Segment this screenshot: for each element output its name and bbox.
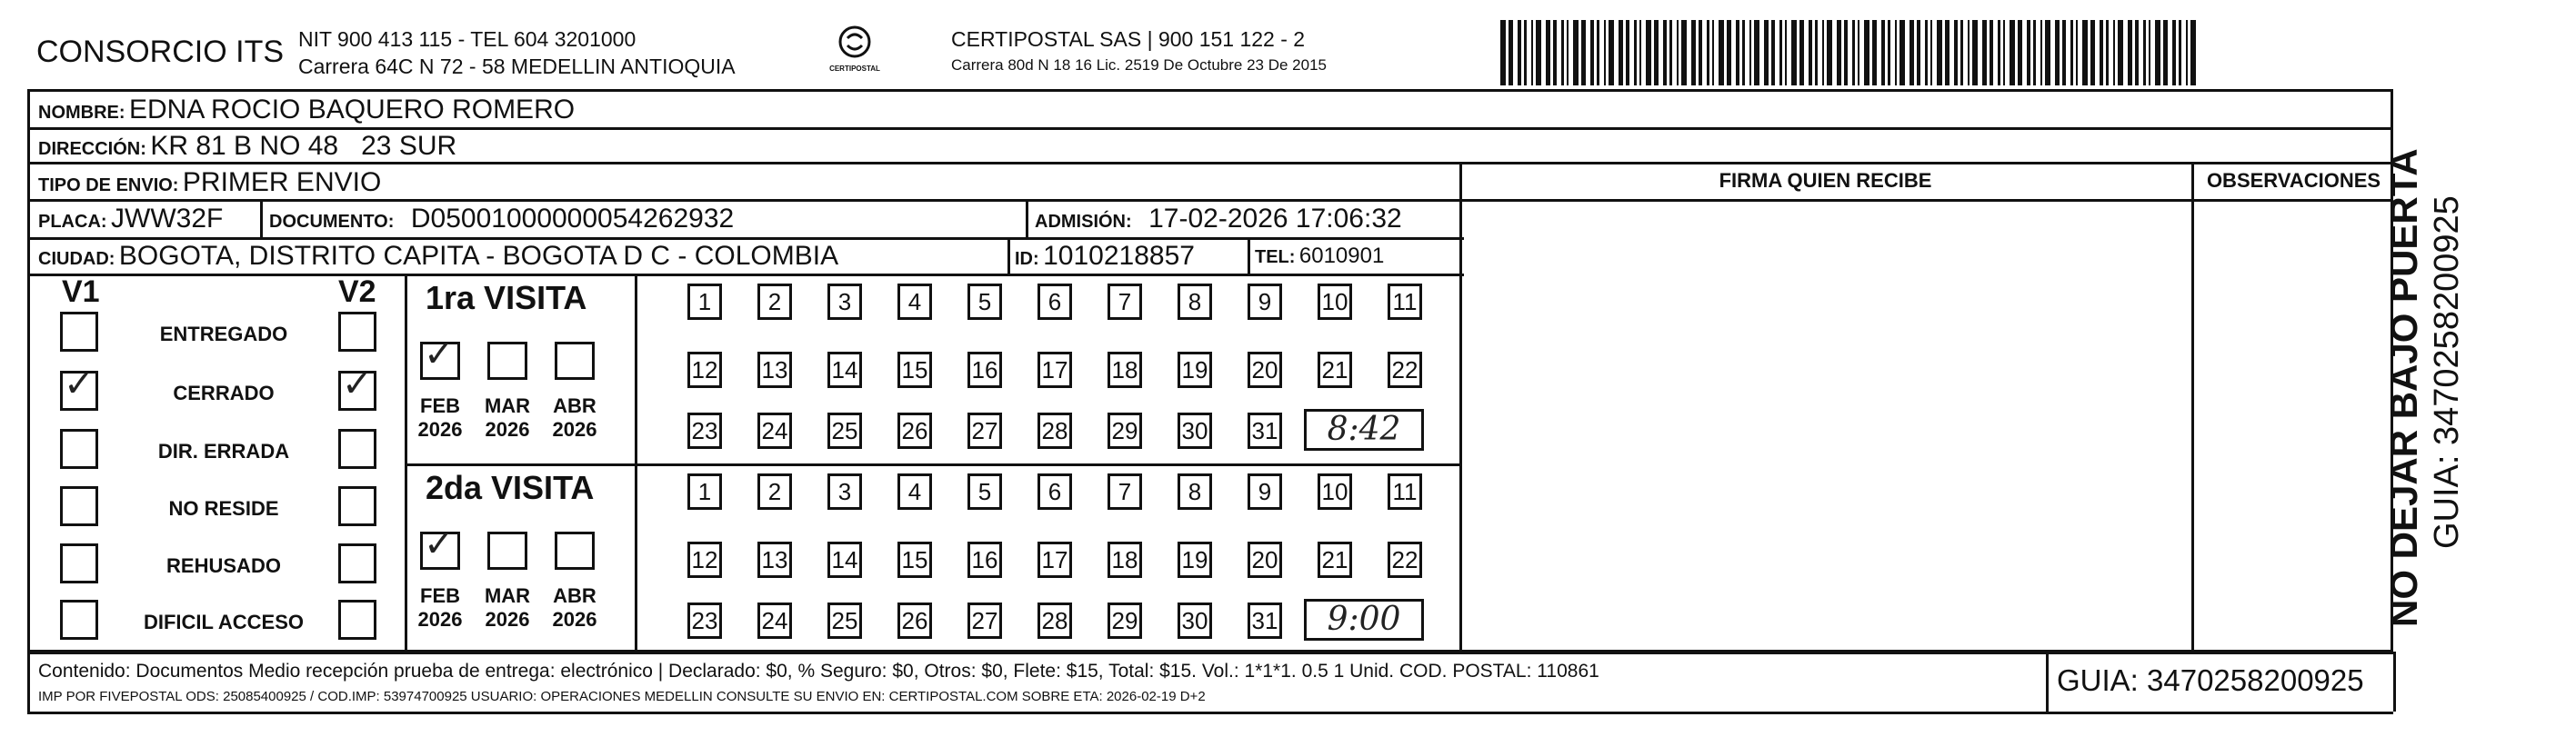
day-box[interactable]: 24 (757, 603, 792, 639)
footer-print-info: IMP POR FIVEPOSTAL ODS: 25085400925 / COD.IMP: 53974700925 USUARIO: OPERACIONES MEDELLIN CONSULTE SU ENVIO EN: CERTIPOSTAL.COM SOBRE ETA: 2026-02-19 D+2 (38, 689, 1206, 704)
day-box[interactable]: 31 (1248, 603, 1282, 639)
month-name: ABR (553, 584, 596, 607)
day-box[interactable]: 25 (827, 603, 862, 639)
name-label: NOMBRE: (38, 103, 125, 123)
status-label: ENTREGADO (159, 323, 288, 345)
visit-title: 1ra VISITA (426, 279, 587, 316)
visit-time-box[interactable]: 9:00 (1304, 599, 1424, 641)
day-box[interactable]: 22 (1388, 542, 1422, 578)
address-label: DIRECCIÓN: (38, 139, 146, 159)
day-box[interactable]: 4 (897, 473, 932, 510)
v2-header: V2 (338, 274, 376, 309)
shipment-type-label: TIPO DE ENVIO: (38, 175, 179, 195)
month-checkbox[interactable] (487, 532, 527, 570)
day-box[interactable]: 12 (687, 352, 722, 388)
month-year: 2026 (417, 608, 463, 631)
day-box[interactable]: 27 (967, 413, 1002, 449)
plate-cell (38, 204, 223, 234)
status-v2-checkbox[interactable] (338, 600, 376, 640)
company-nit-tel: NIT 900 413 115 - TEL 604 3201000 (298, 27, 636, 51)
document-value: D05001000000054262932 (410, 204, 735, 234)
day-box[interactable]: 28 (1037, 413, 1072, 449)
day-box[interactable]: 16 (967, 352, 1002, 388)
day-box[interactable]: 18 (1108, 542, 1142, 578)
day-box[interactable]: 19 (1178, 542, 1212, 578)
city-value: BOGOTA, DISTRITO CAPITA - BOGOTA D C - COLOMBIA (118, 241, 839, 271)
day-box[interactable]: 18 (1108, 352, 1142, 388)
recipient-address: KR 81 B NO 48 23 SUR (150, 131, 457, 161)
day-box[interactable]: 13 (757, 352, 792, 388)
courier-address: Carrera 80d N 18 16 Lic. 2519 De Octubre 23 De 2015 (951, 56, 1327, 74)
courier-logo-text: CERTIPOSTAL (829, 65, 880, 73)
admission-value: 17-02-2026 17:06:32 (1148, 204, 1402, 234)
document-label: DOCUMENTO: (269, 212, 395, 232)
day-box[interactable]: 29 (1108, 603, 1142, 639)
day-box[interactable]: 12 (687, 542, 722, 578)
status-label: NO RESIDE (168, 497, 279, 520)
day-box[interactable]: 11 (1388, 284, 1422, 320)
city-cell (38, 241, 838, 272)
admission-cell (1035, 204, 1402, 234)
status-v2-checkbox[interactable] (338, 486, 376, 526)
status-v1-checkbox[interactable] (60, 312, 98, 352)
day-box[interactable]: 31 (1248, 413, 1282, 449)
status-label: DIR. ERRADA (157, 440, 290, 463)
day-box[interactable]: 9 (1248, 284, 1282, 320)
company-address: Carrera 64C N 72 - 58 MEDELLIN ANTIOQUIA (298, 55, 736, 78)
shipment-type: PRIMER ENVIO (182, 167, 382, 197)
day-box[interactable]: 6 (1037, 473, 1072, 510)
day-box[interactable]: 26 (897, 603, 932, 639)
status-v1-checkbox[interactable] (60, 429, 98, 469)
courier-logo (829, 24, 880, 73)
month-name: MAR (484, 394, 531, 417)
month-year: 2026 (485, 418, 530, 441)
document-cell (269, 204, 734, 234)
day-box[interactable]: 1 (687, 284, 722, 320)
handwritten-check-mark: ✓ (342, 364, 373, 405)
visit-title: 2da VISITA (426, 469, 595, 506)
recipient-name-row (38, 95, 575, 125)
day-box[interactable]: 15 (897, 542, 932, 578)
month-checkbox[interactable] (487, 342, 527, 380)
column-signature: FIRMA QUIEN RECIBE (1719, 169, 1932, 192)
tel-value: 6010901 (1298, 244, 1385, 268)
id-label: ID: (1015, 249, 1039, 269)
footer-guide: GUIA: 3470258200925 (2057, 663, 2364, 697)
day-box[interactable]: 17 (1037, 542, 1072, 578)
v1-header: V1 (62, 274, 100, 309)
side-instruction: NO DEJAR BAJO PUERTA (2382, 148, 2425, 627)
day-box[interactable]: 10 (1318, 473, 1352, 510)
day-box[interactable]: 17 (1037, 352, 1072, 388)
status-label: DIFICIL ACCESO (143, 611, 304, 633)
month-year: 2026 (552, 608, 597, 631)
status-v1-checkbox[interactable] (60, 486, 98, 526)
day-box[interactable]: 13 (757, 542, 792, 578)
day-box[interactable]: 22 (1388, 352, 1422, 388)
month-name: MAR (484, 584, 531, 607)
status-label: REHUSADO (166, 554, 281, 577)
day-box[interactable]: 27 (967, 603, 1002, 639)
city-label: CIUDAD: (38, 249, 115, 269)
column-observations: OBSERVACIONES (2206, 169, 2381, 192)
day-box[interactable]: 23 (687, 413, 722, 449)
day-box[interactable]: 11 (1388, 473, 1422, 510)
day-box[interactable]: 15 (897, 352, 932, 388)
month-name: FEB (420, 394, 460, 417)
admission-label: ADMISIÓN: (1035, 212, 1132, 232)
barcode (1500, 20, 2200, 85)
month-name: FEB (420, 584, 460, 607)
status-label: CERRADO (173, 382, 275, 404)
recipient-name: EDNA ROCIO BAQUERO ROMERO (129, 95, 576, 124)
month-name: ABR (553, 394, 596, 417)
day-box[interactable]: 3 (827, 473, 862, 510)
day-box[interactable]: 5 (967, 473, 1002, 510)
status-v2-checkbox[interactable] (338, 312, 376, 352)
day-box[interactable]: 26 (897, 413, 932, 449)
plate-label: PLACA: (38, 212, 107, 232)
day-box[interactable]: 7 (1108, 473, 1142, 510)
day-box[interactable]: 2 (757, 473, 792, 510)
company-name: CONSORCIO ITS (36, 35, 285, 69)
footer-content: Contenido: Documentos Medio recepción prueba de entrega: electrónico | Declarado: $0, % Seguro: $0, Otros: $0, Flete: $15, Total: $15. Vol.: 1*1*1. 0.5 1 Unid. COD. POSTAL: 110861 (38, 661, 1599, 682)
status-v2-checkbox[interactable] (338, 543, 376, 583)
day-box[interactable]: 5 (967, 284, 1002, 320)
day-box[interactable]: 23 (687, 603, 722, 639)
day-box[interactable]: 29 (1108, 413, 1142, 449)
plate-value: JWW32F (111, 204, 224, 234)
handwritten-check-mark: ✓ (424, 523, 455, 565)
day-box[interactable]: 10 (1318, 284, 1352, 320)
day-box[interactable]: 30 (1178, 603, 1212, 639)
status-v2-checkbox[interactable] (338, 429, 376, 469)
day-box[interactable]: 6 (1037, 284, 1072, 320)
day-box[interactable]: 16 (967, 542, 1002, 578)
day-box[interactable]: 20 (1248, 352, 1282, 388)
day-box[interactable]: 9 (1248, 473, 1282, 510)
id-value: 1010218857 (1043, 241, 1195, 271)
courier-name: CERTIPOSTAL SAS | 900 151 122 - 2 (951, 27, 1306, 51)
handwritten-check-mark: ✓ (424, 334, 455, 375)
day-box[interactable]: 14 (827, 352, 862, 388)
day-box[interactable]: 24 (757, 413, 792, 449)
day-box[interactable]: 8 (1178, 473, 1212, 510)
day-box[interactable]: 7 (1108, 284, 1142, 320)
handwritten-check-mark: ✓ (64, 364, 95, 405)
day-box[interactable]: 21 (1318, 542, 1352, 578)
day-box[interactable]: 4 (897, 284, 932, 320)
recipient-address-row (38, 131, 456, 162)
tel-label: TEL: (1255, 247, 1296, 267)
day-box[interactable]: 8 (1178, 284, 1212, 320)
day-box[interactable]: 25 (827, 413, 862, 449)
day-box[interactable]: 14 (827, 542, 862, 578)
day-box[interactable]: 30 (1178, 413, 1212, 449)
tel-cell (1255, 244, 1384, 269)
month-year: 2026 (552, 418, 597, 441)
month-year: 2026 (485, 608, 530, 631)
day-box[interactable]: 21 (1318, 352, 1352, 388)
day-box[interactable]: 3 (827, 284, 862, 320)
day-box[interactable]: 1 (687, 473, 722, 510)
month-checkbox[interactable] (555, 342, 595, 380)
status-v1-checkbox[interactable] (60, 543, 98, 583)
month-year: 2026 (417, 418, 463, 441)
day-box[interactable]: 2 (757, 284, 792, 320)
day-box[interactable]: 19 (1178, 352, 1212, 388)
month-checkbox[interactable] (555, 532, 595, 570)
visit-time-box[interactable]: 8:42 (1304, 409, 1424, 451)
courier-logo-icon (837, 24, 873, 60)
id-cell (1015, 241, 1195, 272)
day-box[interactable]: 20 (1248, 542, 1282, 578)
side-guide: GUIA: 3470258200925 (2428, 195, 2466, 549)
day-box[interactable]: 28 (1037, 603, 1072, 639)
status-v1-checkbox[interactable] (60, 600, 98, 640)
shipment-type-row (38, 167, 381, 198)
